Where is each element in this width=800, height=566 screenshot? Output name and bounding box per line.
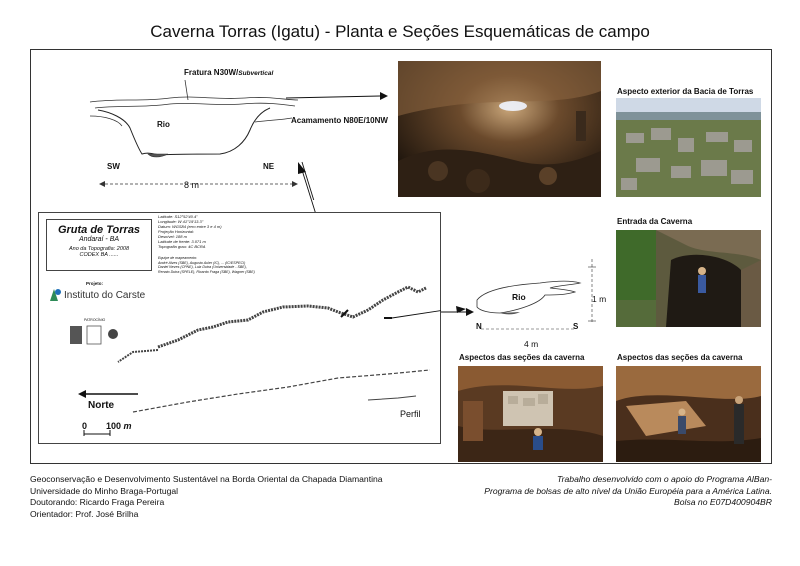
cave-entrance-photo [616,230,761,327]
institute-name: Instituto do Carste [64,290,146,301]
footer-right-line: Trabalho desenvolvido com o apoio do Programa AlBan- [557,474,772,484]
small-width-label: 4 m [524,339,539,349]
sw-label: SW [107,162,120,171]
cave-section-photo-left [458,366,603,462]
scale-value: 100 m [106,421,132,431]
caption-sections-right: Aspectos das seções da caverna [617,353,743,362]
map-team-credits: Equipe de mapeamento: André Alves (SBE), Augusto Auler (IC), ... (IC/ESPECI) Daniel Neves (CPNE), Luiz Dutra (Universidade - SBE), Renato Dutra (SPELE), Ricardo Fraga (SBE), Wagner (SBE) [158,256,255,274]
s-label: S [573,322,579,331]
n-label: N [476,322,482,331]
patrocinio-label: PATROCÍNIO [84,318,106,322]
caption-entrance: Entrada da Caverna [617,217,693,226]
footer-left-line: Orientador: Prof. José Brilha [30,508,139,519]
map-name: Gruta de Torras [57,224,141,236]
map-year: Ano da Topografia: 2008 [68,246,130,252]
scale-zero: 0 [82,421,88,431]
footer-right-line: Bolsa no E07D400904BR [674,497,772,507]
small-height-label: 1 m [592,294,607,304]
footer-left [30,474,383,520]
scale-8m: 8 m [184,180,200,190]
projeto-label: Projeto: [86,281,104,286]
footer-left-line: Geoconservação e Desenvolvimento Sustentável na Borda Oriental da Chapada Diamantina [30,474,383,484]
bedding-label: Acamamento N80E/10NW [291,116,388,125]
basin-exterior-photo [616,98,761,197]
map-team: CODEX BA ...... [79,252,119,258]
footer-left-line: Doutorando: Ricardo Fraga Pereira [30,497,165,507]
ne-label: NE [263,162,275,171]
footer-right-line: Programa de bolsas de alto nível da União Européia para a América Latina. [484,485,772,496]
page-title: Caverna Torras (Igatu) - Planta e Seções Esquemáticas de campo [150,22,650,41]
fracture-label: Fratura N30W/Subvertical [184,68,274,77]
river-label: Rio [157,120,170,129]
map-to-section-arrowhead [454,305,468,315]
caption-sections-left: Aspectos das seções da caverna [459,353,585,362]
footer-left-line: Universidade do Minho Braga-Portugal [30,485,179,496]
cave-section-photo-right [616,366,761,462]
caption-exterior: Aspecto exterior da Bacia de Torras [617,87,754,96]
footer-right [484,474,772,509]
map-place: Andaraí - BA [78,236,120,243]
north-label: Norte [88,400,115,411]
cave-interior-photo [398,61,601,197]
map-info: Latitude: S12°52'40.4" Longitude: W 41°19'13.3" Datum: WGS84 (erro entre 3 e 4 m) Projeção Horizontal: Desnível: 188 m Latitude de frente: 3.071 m Topografia grau: 4C BCRA [158,214,222,249]
small-river-label: Rio [512,292,526,302]
profile-label: Perfil [400,409,421,419]
